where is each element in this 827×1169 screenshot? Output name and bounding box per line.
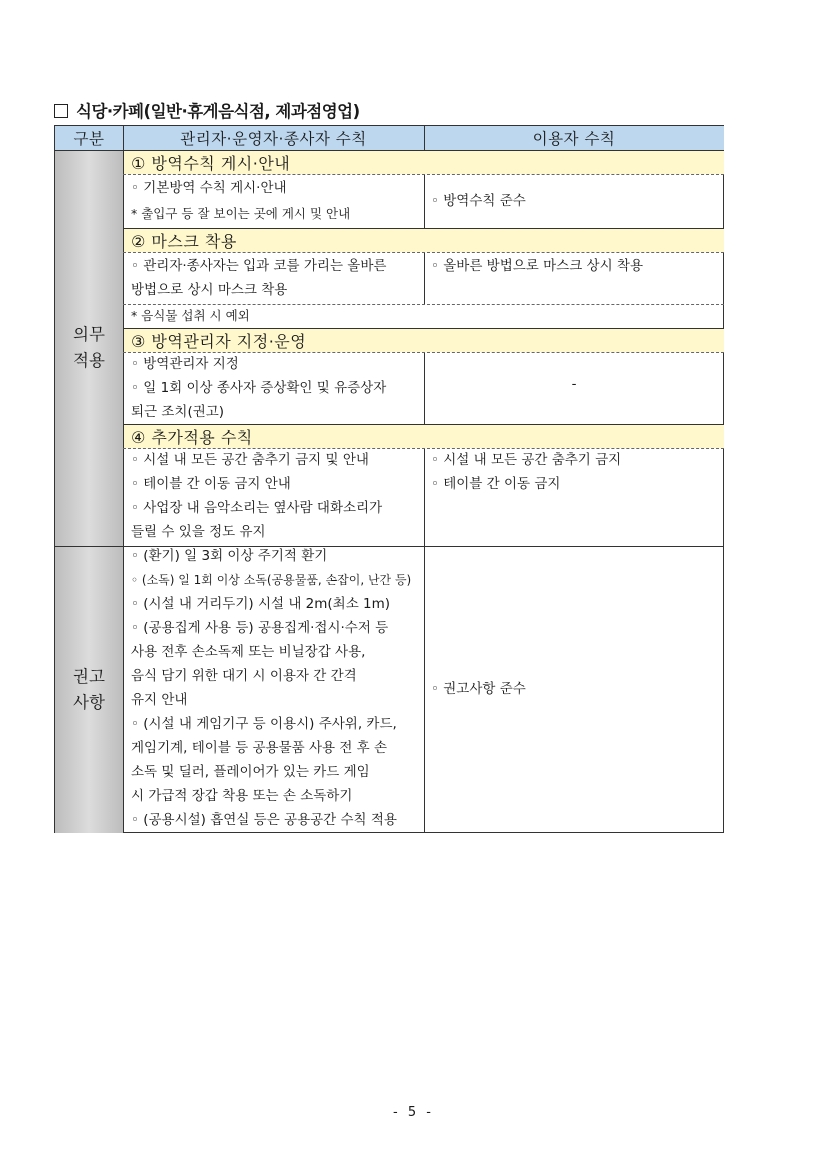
column-divider-2-s4 — [424, 448, 425, 833]
header-user-rules: 이용자 수칙 — [424, 126, 724, 150]
section-divider-2 — [123, 328, 724, 329]
section-heading-4: ④ 추가적용 수칙 — [123, 424, 724, 448]
s1-operator-line-2: * 출입구 등 잘 보이는 곳에 게시 및 안내 — [131, 206, 351, 221]
category-recommended-line1: 권고 — [73, 666, 105, 686]
category-mandatory — [55, 150, 123, 546]
s4-operator-line-4: 들릴 수 있을 정도 유지 — [131, 524, 266, 540]
s2-operator-line-1: ◦ 관리자·종사자는 입과 코를 가리는 올바른 — [131, 258, 387, 274]
s4-operator-line-1: ◦ 시설 내 모든 공간 춤추기 금지 및 안내 — [131, 452, 369, 468]
rec-operator-line-8: ◦ (시설 내 게임기구 등 이용시) 주사위, 카드, — [131, 716, 397, 732]
rec-user-line-1: ◦ 권고사항 준수 — [431, 681, 526, 697]
rules-table — [54, 125, 724, 833]
dash-1 — [123, 174, 724, 175]
category-mandatory-line1: 의무 — [73, 325, 105, 344]
title-text: 식당·카페(일반·휴게음식점, 제과점영업) — [76, 102, 360, 121]
s2-user-line-1: ◦ 올바른 방법으로 마스크 상시 착용 — [431, 258, 643, 274]
rec-operator-line-4: ◦ (공용집게 사용 등) 공용집게·접시·수저 등 — [131, 620, 389, 636]
column-divider-2-header — [424, 126, 425, 150]
section-divider-1 — [123, 228, 724, 229]
checkbox-square-icon — [54, 104, 68, 118]
s3-operator-line-1: ◦ 방역관리자 지정 — [131, 356, 239, 372]
s1-user-line-1: ◦ 방역수칙 준수 — [431, 193, 526, 209]
header-divider — [55, 150, 724, 151]
s4-user-line-1: ◦ 시설 내 모든 공간 춤추기 금지 — [431, 452, 622, 468]
rec-operator-line-3: ◦ (시설 내 거리두기) 시설 내 2m(최소 1m) — [131, 596, 391, 612]
category-mandatory-line2: 적용 — [73, 351, 105, 370]
s4-operator-line-2: ◦ 테이블 간 이동 금지 안내 — [131, 476, 291, 492]
s2-note: * 음식물 섭취 시 예외 — [131, 308, 250, 323]
category-recommended-line2: 사항 — [73, 692, 105, 712]
s3-user-dash: - — [571, 376, 577, 392]
page-title — [54, 98, 360, 122]
section-divider-3 — [123, 424, 724, 425]
s3-operator-line-3: 퇴근 조치(권고) — [131, 404, 225, 420]
rec-operator-line-9: 게임기계, 테이블 등 공용물품 사용 전 후 손 — [131, 740, 388, 756]
rec-operator-line-7: 유지 안내 — [131, 692, 188, 708]
rec-operator-line-10: 소독 및 딜러, 플레이어가 있는 카드 게임 — [131, 764, 370, 780]
s1-operator-line-1: ◦ 기본방역 수칙 게시·안내 — [131, 180, 287, 196]
rec-operator-line-5: 사용 전후 손소독제 또는 비닐장갑 사용, — [131, 644, 366, 660]
column-divider-1 — [123, 126, 124, 833]
section-heading-2: ② 마스크 착용 — [123, 228, 724, 252]
section-heading-1: ① 방역수칙 게시·안내 — [123, 150, 724, 174]
rec-operator-line-12: ◦ (공용시설) 흡연실 등은 공용공간 수칙 적용 — [131, 812, 397, 828]
column-divider-2-s1 — [424, 174, 425, 228]
column-divider-2-s2 — [424, 252, 425, 304]
header-operator-rules: 관리자·운영자·종사자 수칙 — [123, 126, 424, 150]
s4-operator-line-3: ◦ 사업장 내 음악소리는 옆사람 대화소리가 — [131, 500, 383, 516]
rec-operator-line-11: 시 가급적 장갑 착용 또는 손 소독하기 — [131, 788, 353, 804]
s4-user-line-2: ◦ 테이블 간 이동 금지 — [431, 476, 561, 492]
s2-operator-line-2: 방법으로 상시 마스크 착용 — [131, 282, 288, 298]
header-category: 구분 — [55, 126, 123, 150]
category-recommended — [55, 546, 123, 833]
s3-operator-line-2: ◦ 일 1회 이상 종사자 증상확인 및 유증상자 — [131, 380, 387, 396]
rec-operator-line-1: ◦ (환기) 일 3회 이상 주기적 환기 — [131, 548, 328, 564]
rec-operator-line-2: ◦ (소독) 일 1회 이상 소독(공용물품, 손잡이, 난간 등) — [131, 573, 412, 587]
section-heading-3: ③ 방역관리자 지정·운영 — [123, 328, 724, 352]
rec-operator-line-6: 음식 담기 위한 대기 시 이용자 간 간격 — [131, 668, 357, 684]
dash-2 — [123, 252, 724, 253]
page-number: - 5 - — [393, 1105, 434, 1120]
